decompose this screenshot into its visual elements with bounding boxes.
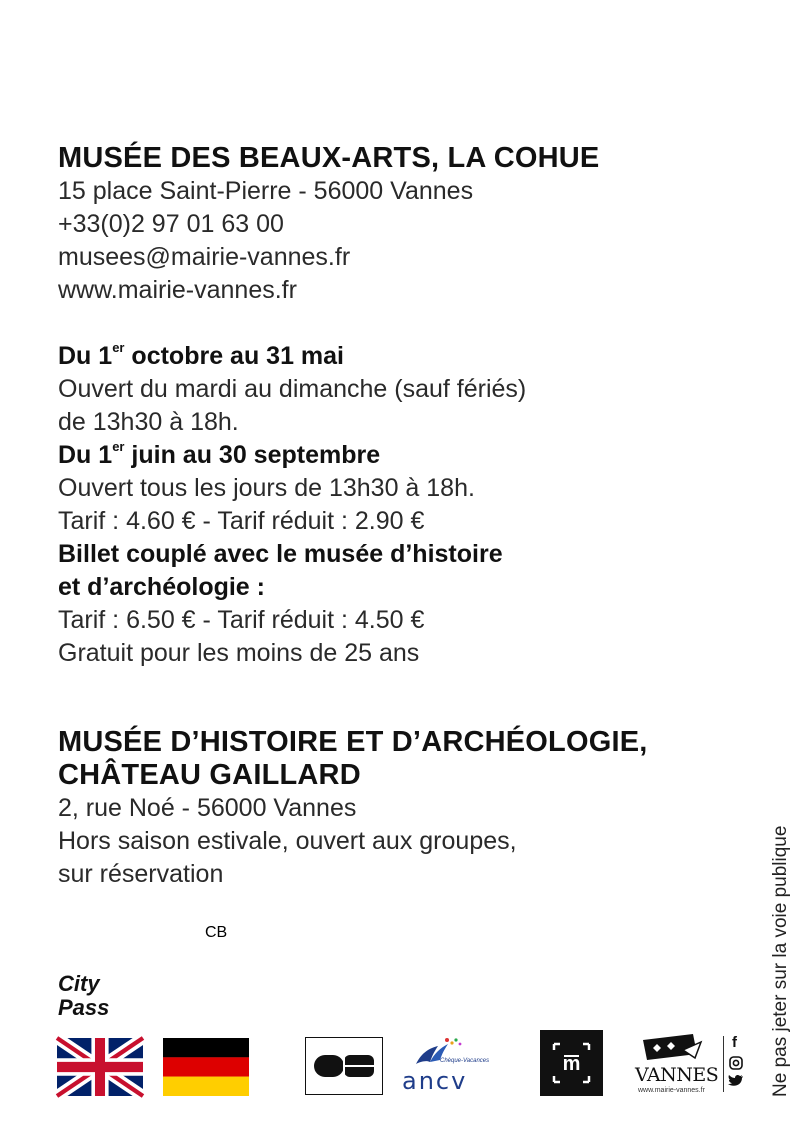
period2-sup: er	[112, 439, 125, 454]
museum1-address: 15 place Saint-Pierre - 56000 Vannes	[58, 177, 474, 205]
ancv-logo	[400, 1036, 490, 1096]
museum1-phone: +33(0)2 97 01 63 00	[58, 210, 284, 238]
period2-suffix: juin au 30 septembre	[124, 441, 381, 469]
citypass-line2: Pass	[58, 995, 110, 1020]
schedule-block	[58, 340, 526, 670]
period2-prefix: Du 1	[58, 441, 113, 469]
period1-heading	[58, 340, 526, 373]
vannes-ermine-icon	[635, 1030, 715, 1066]
german-flag-icon[interactable]	[163, 1038, 249, 1096]
facebook-icon[interactable]: f	[732, 1034, 737, 1051]
vannes-url: www.mairie-vannes.fr	[638, 1087, 705, 1094]
period1-prefix: Du 1	[58, 342, 113, 370]
period1-line1: Ouvert du mardi au dimanche (sauf fériés)	[58, 375, 527, 403]
museum2-title-line2: CHÂTEAU GAILLARD	[58, 759, 361, 791]
museum1-website: www.mairie-vannes.fr	[58, 276, 297, 304]
combo-line2: et d’archéologie :	[58, 573, 265, 601]
museum2-title-line1: MUSÉE D’HISTOIRE ET D’ARCHÉOLOGIE,	[58, 726, 648, 758]
tarif2: Tarif : 6.50 € - Tarif réduit : 4.50 €	[58, 606, 425, 634]
combo-line1: Billet couplé avec le musée d’histoire	[58, 540, 503, 568]
citypass-logo	[58, 972, 109, 1020]
musees-logo-text: m	[562, 1053, 581, 1075]
free-entry: Gratuit pour les moins de 25 ans	[58, 639, 420, 667]
social-divider	[723, 1036, 724, 1092]
cb-logo-text: CB	[205, 924, 228, 941]
uk-flag-icon[interactable]	[57, 1038, 143, 1096]
vertical-note: Ne pas jeter sur la voie publique	[770, 825, 791, 1097]
ancv-bird-icon	[400, 1036, 482, 1070]
period2-heading	[58, 439, 526, 472]
museum2-address: 2, rue Noé - 56000 Vannes	[58, 794, 357, 822]
period1-suffix: octobre au 31 mai	[124, 342, 345, 370]
period1-sup: er	[112, 340, 125, 355]
instagram-icon[interactable]	[729, 1056, 743, 1070]
twitter-icon[interactable]	[728, 1074, 744, 1087]
vannes-text: VANNES	[635, 1064, 719, 1086]
ancv-text: ancv	[402, 1067, 468, 1095]
cb-logo	[205, 924, 383, 1095]
period2-line1: Ouvert tous les jours de 13h30 à 18h.	[58, 474, 475, 502]
museum2-line2: sur réservation	[58, 860, 224, 888]
musees-logo	[540, 1030, 603, 1096]
museum2-line1: Hors saison estivale, ouvert aux groupes,	[58, 827, 517, 855]
ancv-small-text: Chèque-Vacances	[440, 1058, 490, 1064]
museum1-email: musees@mairie-vannes.fr	[58, 243, 351, 271]
museum2-block	[58, 726, 648, 891]
museum1-title: MUSÉE DES BEAUX-ARTS, LA COHUE	[58, 142, 600, 174]
tarif1: Tarif : 4.60 € - Tarif réduit : 2.90 €	[58, 507, 425, 535]
museum1-block	[58, 142, 599, 307]
vannes-logo	[635, 1030, 719, 1100]
period1-line2: de 13h30 à 18h.	[58, 408, 239, 436]
citypass-line1: City	[58, 971, 100, 996]
